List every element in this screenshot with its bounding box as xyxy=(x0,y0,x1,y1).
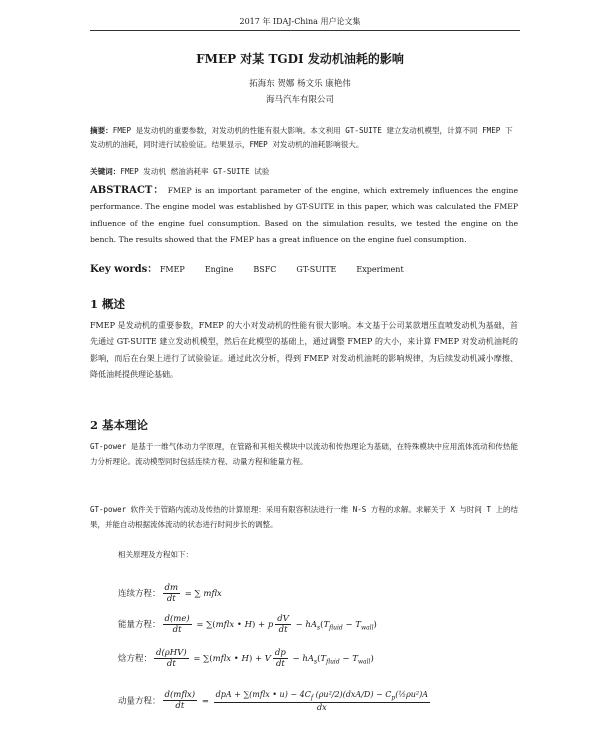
continuity-label: 连续方程： xyxy=(118,589,161,599)
momentum-equation: 动量方程： $\frac{\text{d(mflx)}}{dt}$ = $\frac{dpA + \sum(mflx • u) - 4C_f (\rho u^2/2)(dxA/D) - C_p(\frac{1}{2}\rho u^2)A}{dx}$ xyxy=(118,690,429,712)
abstract-cn-text: FMEP 是发动机的重要参数，对发动机的性能有很大影响。本文利用 GT-SUITE 建立发动机模型，计算不同 FMEP 下发动机的油耗，同时进行试验验证。结果显示，FMEP 对发动机的油耗影响很大。 xyxy=(90,126,513,149)
abstract-cn-label: 摘要： xyxy=(90,126,113,135)
energy-equation: 能量方程： $\frac{d(me)}{dt}$ = ∑(mflx • H) + p $\frac{dV}{dt}$ − $hA_s(T_{fluid} - T_{wall})$ xyxy=(118,614,377,635)
enthalpy-label: 焓方程： xyxy=(118,654,153,664)
keyword: GT-SUITE xyxy=(296,265,337,274)
keywords-cn-text: FMEP 发动机 燃油消耗率 GT-SUITE 试验 xyxy=(120,167,270,176)
affiliation: 海马汽车有限公司 xyxy=(265,95,334,105)
keywords-cn xyxy=(90,166,515,177)
keywords-en-label: Key words： xyxy=(90,264,158,275)
keyword: FMEP xyxy=(159,265,185,274)
running-header: 2017 年 IDAJ-China 用户论文集 xyxy=(239,17,361,26)
abstract-en-label: ABSTRACT： xyxy=(90,185,165,196)
header-rule xyxy=(90,30,520,31)
equations-intro: 相关原理及方程如下： xyxy=(118,550,193,559)
momentum-label: 动量方程： xyxy=(118,696,161,707)
section-1-heading: 1 概述 xyxy=(90,297,126,311)
keyword: Engine xyxy=(204,265,234,274)
abstract-en xyxy=(90,183,518,248)
authors: 拓海东 贺娜 杨文乐 康艳伟 xyxy=(249,79,351,89)
enthalpy-equation: 焓方程： $\frac{\text{d(ρHV)}}{dt}$ = ∑(mflx • H) + V $\frac{dp}{dt}$ − $hA_s(T_{fluid} - T_{wall})$ xyxy=(118,648,374,669)
section-2-para-1: GT-power 是基于一维气体动力学原理，在管路和其相关模块中以流动和传热理论为基础，在特殊模块中应用流体流动和传热能力分析理论。流动模型同时包括连续方程、动量方程和能量方程。 xyxy=(90,442,518,466)
abstract-en-text: FMEP is an important parameter of the engine, which extremely influences the engine performance. The engine model was established by GT-SUITE in this paper, which was calculated the FMEP influence of the engine fuel consumption. Based on the simulation results, we tested the engine on the bench. The results showed that the FMEP has a great influence on the engine fuel consumption. xyxy=(90,186,518,244)
keyword: BSFC xyxy=(253,265,277,274)
keywords-en xyxy=(90,260,424,275)
keyword: Experiment xyxy=(356,265,404,274)
paper-title: FMEP 对某 TGDI 发动机油耗的影响 xyxy=(196,52,404,66)
continuity-equation: 连续方程： $\frac{dm}{dt}$ = ∑ mflx xyxy=(118,583,222,604)
energy-label: 能量方程： xyxy=(118,620,161,630)
section-2-heading: 2 基本理论 xyxy=(90,418,149,432)
abstract-cn xyxy=(90,124,515,152)
keywords-cn-label: 关键词： xyxy=(90,167,121,176)
section-1-text: FMEP 是发动机的重要参数，FMEP 的大小对发动机的性能有很大影响。本文基于公司某款增压直喷发动机为基础，首先通过 GT-SUITE 建立发动机模型，然后在此模型的基础上，通过调整 FMEP 的大小，来计算 FMEP 对发动机油耗的影响，而后在台架上进行了试验验证。通过此次分析，得到 FMEP 对发动机油耗的影响规律，为后续发动机减小摩擦、降低油耗提供理论基础。 xyxy=(90,321,518,379)
section-2-para-2: GT-power 软件关于管路内流动及传热的计算原理：采用有限容积法进行一维 N-S 方程的求解。求解关于 X 与时间 T 上的结果，并能自动根据流体流动的状态进行时间步长的调整。 xyxy=(90,505,518,529)
